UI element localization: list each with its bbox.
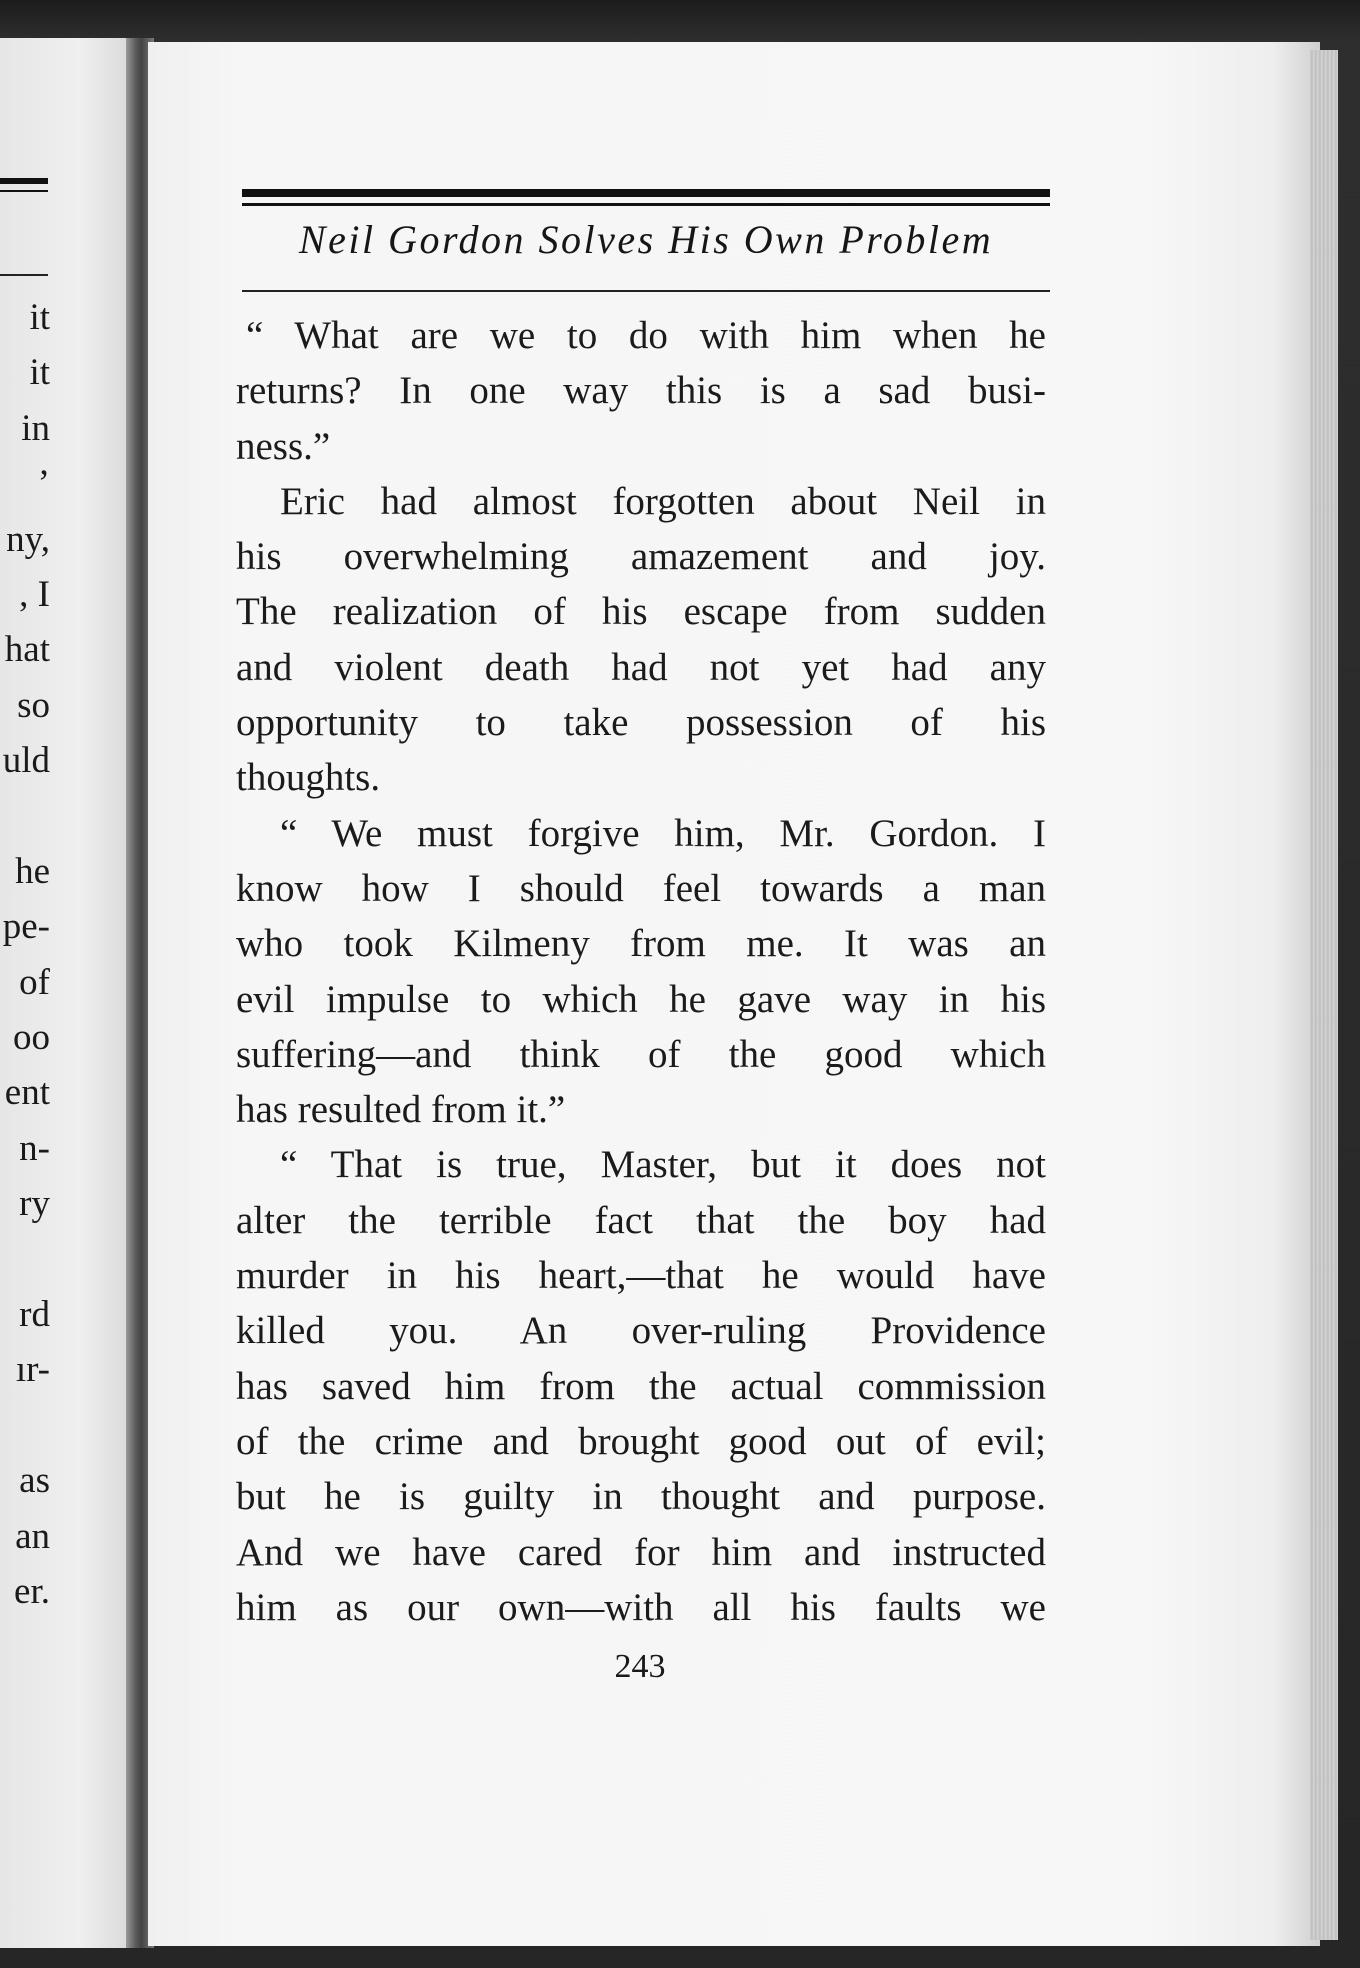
text-line: killed you. An over-ruling Providence <box>236 1309 1046 1353</box>
left-text-fragment: ny, <box>6 518 50 560</box>
body-text <box>236 308 1046 1635</box>
left-text-fragment <box>0 1232 50 1287</box>
page-edges <box>1310 50 1338 1940</box>
left-text-fragment: uld <box>2 740 50 782</box>
text-line: And we have cared for him and instructed <box>236 1530 1046 1574</box>
left-text-fragment: pe- <box>2 906 50 948</box>
text-line: alter the terrible fact that the boy had <box>236 1198 1046 1242</box>
text-line: returns? In one way this is a sad busi- <box>236 369 1046 413</box>
left-text-fragment: in <box>21 407 50 449</box>
text-line: but he is guilty in thought and purpose. <box>236 1475 1046 1519</box>
left-text-fragment: so <box>17 684 50 726</box>
left-text-fragment: of <box>19 961 50 1003</box>
left-header-underline <box>0 274 48 276</box>
text-line: “ What are we to do with him when he <box>246 314 1046 357</box>
text-line: know how I should feel towards a man <box>236 866 1046 910</box>
text-line: and violent death had not yet had any <box>236 645 1046 689</box>
text-line: murder in his heart,—that he would have <box>236 1254 1046 1298</box>
text-line: evil impulse to which he gave way in his <box>236 977 1046 1021</box>
left-text-fragment: as <box>19 1460 50 1502</box>
left-text-fragment: er. <box>14 1570 50 1612</box>
left-text-fragment: rd <box>19 1294 50 1336</box>
text-line: “ That is true, Master, but it does not <box>280 1143 1046 1187</box>
text-line: who took Kilmeny from me. It was an <box>236 922 1046 966</box>
text-line: Eric had almost forgotten about Neil in <box>280 479 1046 523</box>
text-line: has resulted from it.” <box>236 1088 566 1132</box>
left-text-fragment: ry <box>19 1183 50 1225</box>
header-rule-thin <box>242 203 1050 206</box>
left-header-rule <box>0 178 48 192</box>
left-text-fragment: it <box>29 297 50 338</box>
left-text-fragment: ır- <box>15 1349 50 1391</box>
left-page-text-fragments <box>0 290 50 1619</box>
page-number: 243 <box>614 1648 666 1685</box>
text-line: him as our own—with all his faults we <box>236 1585 1046 1629</box>
text-line: ness.” <box>236 424 331 468</box>
left-text-fragment: it <box>29 352 50 394</box>
left-text-fragment <box>0 1398 50 1453</box>
left-text-fragment <box>0 789 50 844</box>
text-line: opportunity to take possession of his <box>236 701 1046 745</box>
left-text-fragment: an <box>15 1515 50 1557</box>
left-text-fragment: , I <box>19 573 50 615</box>
text-line: thoughts. <box>236 756 381 800</box>
text-line: his overwhelming amazement and joy. <box>236 535 1046 579</box>
left-text-fragment: oo <box>13 1017 50 1059</box>
left-text-fragment: he <box>15 850 50 892</box>
left-text-fragment: hat <box>4 629 50 671</box>
left-text-fragment: ’ <box>37 463 50 505</box>
text-line: of the crime and brought good out of evil; <box>236 1419 1046 1463</box>
left-text-fragment: n- <box>19 1127 50 1169</box>
facing-page-left <box>0 38 132 1948</box>
text-line: The realization of his escape from sudden <box>236 590 1046 634</box>
running-head: Neil Gordon Solves His Own Problem <box>298 217 994 262</box>
text-line: suffering—and think of the good which <box>236 1032 1046 1076</box>
text-line: “ We must forgive him, Mr. Gordon. I <box>280 811 1046 855</box>
header-underline <box>242 290 1050 292</box>
left-text-fragment: ent <box>4 1072 50 1114</box>
text-line: has saved him from the actual commission <box>236 1364 1046 1408</box>
header-rule-thick <box>242 189 1050 197</box>
